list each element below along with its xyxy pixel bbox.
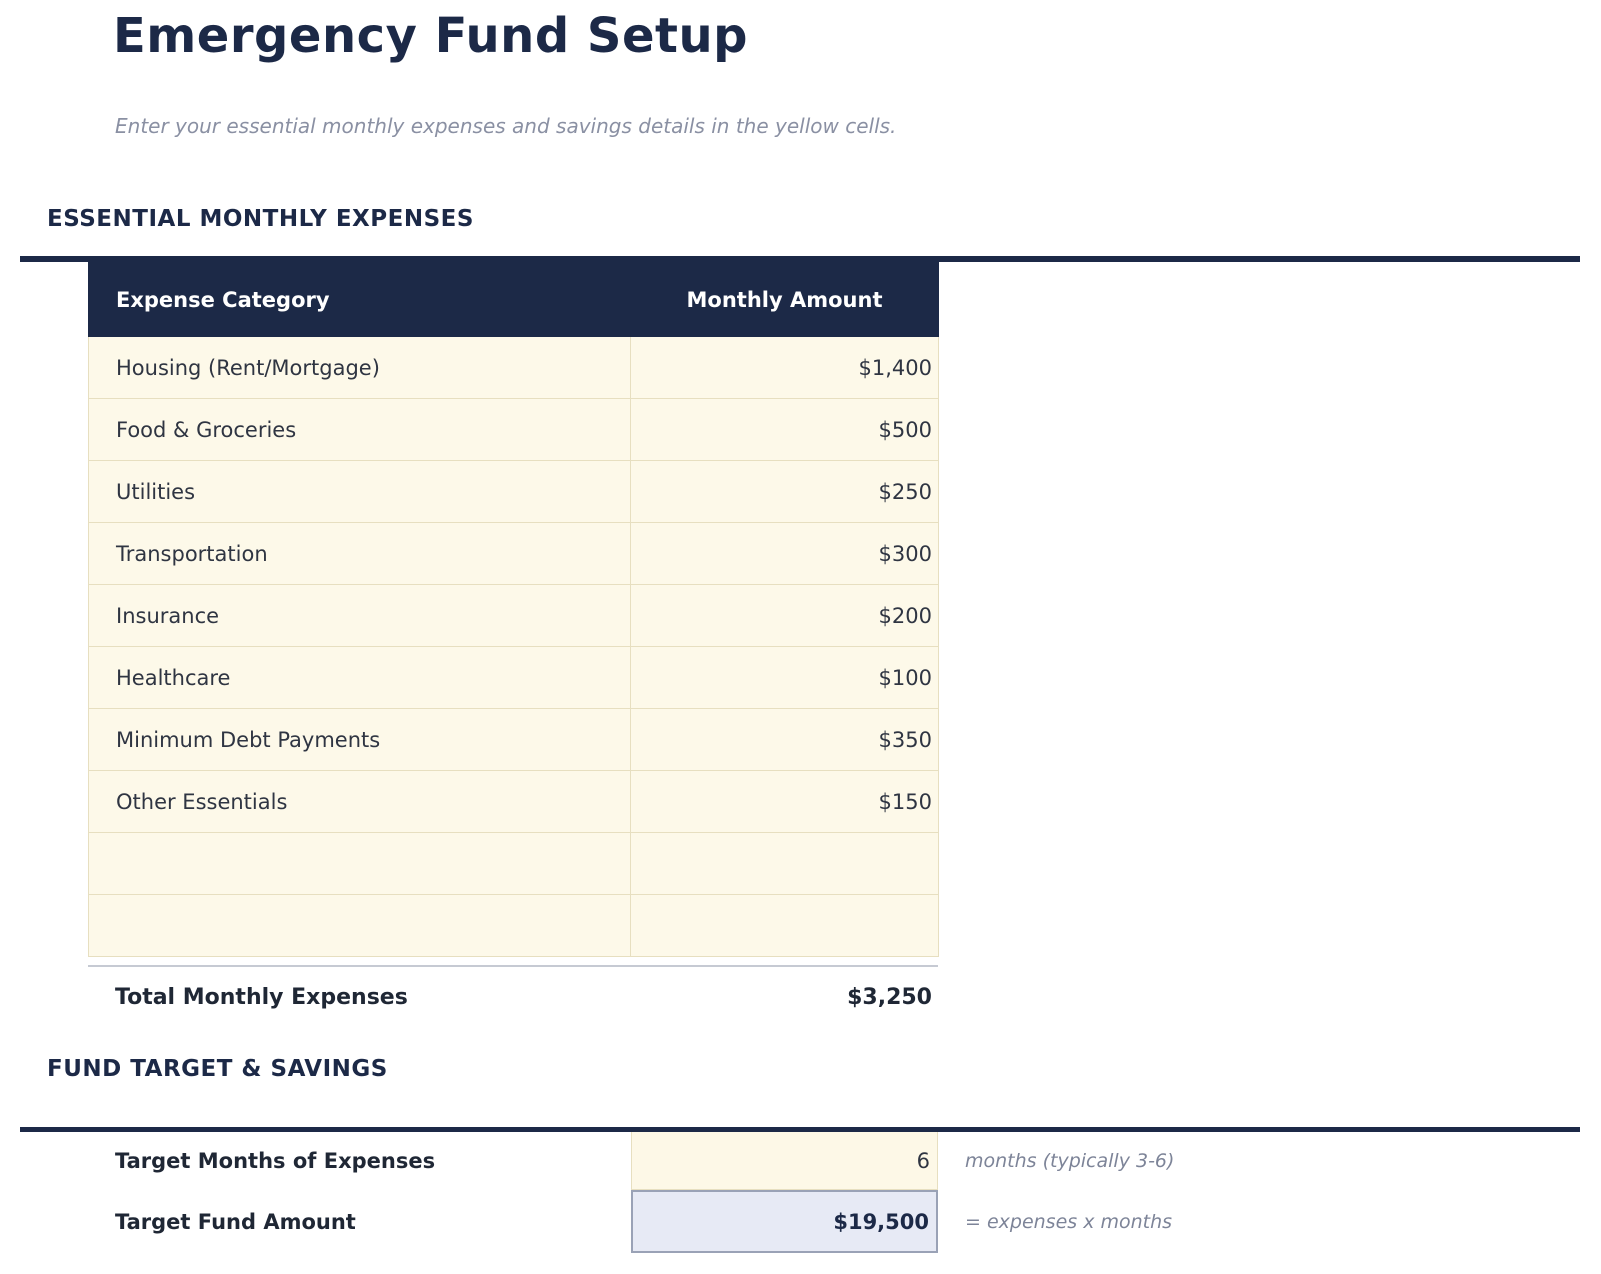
table-row (89, 523, 939, 585)
monthly-amount-cell[interactable]: $200 (631, 585, 939, 647)
page-title: Emergency Fund Setup (113, 8, 748, 64)
monthly-amount-cell[interactable]: $350 (631, 709, 939, 771)
total-separator-line (88, 965, 938, 967)
monthly-amount-cell[interactable]: $100 (631, 647, 939, 709)
monthly-amount-cell[interactable]: $150 (631, 771, 939, 833)
expense-category-cell[interactable]: Insurance (89, 585, 631, 647)
monthly-amount-cell[interactable] (631, 895, 939, 957)
expense-category-cell[interactable] (89, 895, 631, 957)
fund-row-note: months (typically 3-6) (965, 1150, 1175, 1172)
fund-rows (0, 1132, 1601, 1253)
table-row (89, 833, 939, 895)
target-fund-amount-computed-cell: $19,500 (631, 1190, 938, 1253)
table-row (89, 399, 939, 461)
table-row (89, 585, 939, 647)
fund-row (0, 1190, 1601, 1253)
total-expenses-value: $3,250 (847, 984, 932, 1010)
table-row (89, 709, 939, 771)
total-row (88, 975, 938, 1019)
instructions-text: Enter your essential monthly expenses and savings details in the yellow cells. (115, 114, 897, 138)
column-header-monthly-amount: Monthly Amount (631, 263, 939, 337)
expense-category-cell[interactable]: Other Essentials (89, 771, 631, 833)
monthly-amount-cell[interactable]: $1,400 (631, 337, 939, 399)
total-expenses-label: Total Monthly Expenses (115, 984, 408, 1010)
expense-category-cell[interactable]: Utilities (89, 461, 631, 523)
fund-row-label: Target Fund Amount (115, 1209, 356, 1234)
monthly-amount-cell[interactable]: $500 (631, 399, 939, 461)
table-row (89, 461, 939, 523)
fund-row-note: = expenses x months (965, 1210, 1173, 1233)
table-row (89, 337, 939, 399)
expense-category-cell[interactable]: Transportation (89, 523, 631, 585)
column-header-expense-category: Expense Category (89, 263, 631, 337)
expense-table-header (89, 263, 939, 337)
target-months-input-cell[interactable]: 6 (631, 1132, 938, 1190)
table-row (89, 895, 939, 957)
expense-table (88, 262, 939, 957)
table-row (89, 771, 939, 833)
table-row (89, 647, 939, 709)
expense-category-cell[interactable] (89, 833, 631, 895)
monthly-amount-cell[interactable]: $300 (631, 523, 939, 585)
expense-category-cell[interactable]: Food & Groceries (89, 399, 631, 461)
expense-category-cell[interactable]: Housing (Rent/Mortgage) (89, 337, 631, 399)
fund-section-heading: FUND TARGET & SAVINGS (47, 1056, 388, 1082)
monthly-amount-cell[interactable] (631, 833, 939, 895)
expenses-section-heading: ESSENTIAL MONTHLY EXPENSES (47, 206, 474, 232)
expense-category-cell[interactable]: Minimum Debt Payments (89, 709, 631, 771)
expense-category-cell[interactable]: Healthcare (89, 647, 631, 709)
monthly-amount-cell[interactable]: $250 (631, 461, 939, 523)
expense-table-body (89, 337, 939, 957)
fund-row (0, 1132, 1601, 1190)
fund-row-label: Target Months of Expenses (115, 1149, 436, 1173)
